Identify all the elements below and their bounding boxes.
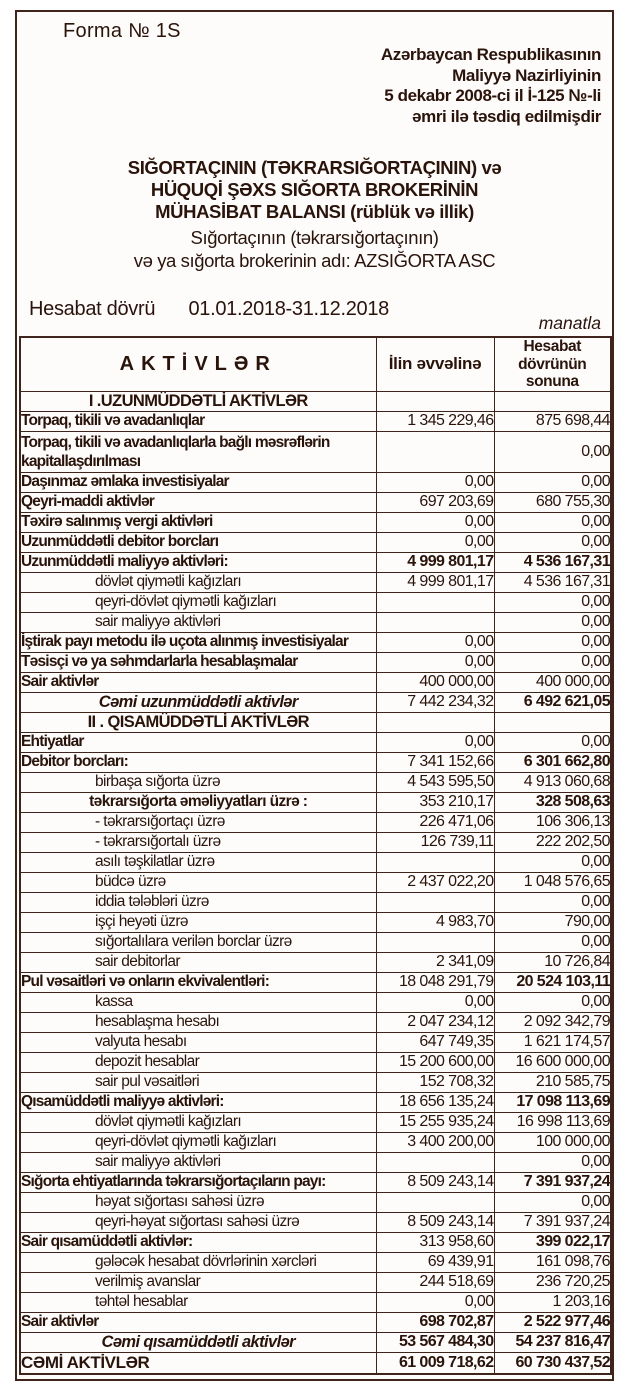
balance-sheet-page: [15, 10, 614, 1381]
row-value-period-end: 4 536 167,31: [494, 572, 611, 592]
row-label: - təkrarsığortaçı üzrə: [20, 812, 376, 832]
row-value-year-start: 2 437 022,20: [376, 872, 494, 892]
row-value-period-end: 0,00: [494, 992, 611, 1012]
row-label: təkrarsığorta əməliyyatları üzrə :: [20, 792, 376, 812]
approval-line: 5 dekabr 2008-ci il İ-125 №-li: [384, 86, 601, 105]
row-value-period-end: 0,00: [494, 932, 611, 952]
row-value-year-start: 7 341 152,66: [376, 752, 494, 772]
column-header-period-end-line: Hesabat: [523, 338, 581, 355]
row-label: Pul vəsaitləri və onların ekvivalentləri:: [20, 972, 376, 992]
title-line: MÜHASİBAT BALANSI (rüblük və illik): [155, 201, 474, 222]
row-label: Sair qısamüddətli aktivlər:: [20, 1232, 376, 1252]
row-value-year-start: 4 999 801,17: [376, 572, 494, 592]
row-value-year-start: 3 400 200,00: [376, 1132, 494, 1152]
row-value-period-end: 106 306,13: [494, 812, 611, 832]
row-value-year-start: 400 000,00: [376, 672, 494, 692]
table-row: [20, 1212, 611, 1232]
table-row: [20, 1072, 611, 1092]
table-row: [20, 532, 611, 552]
table-row: [20, 1252, 611, 1272]
row-value-period-end: 1 621 174,57: [494, 1032, 611, 1052]
row-value-year-start: [376, 431, 494, 472]
row-value-period-end: 4 536 167,31: [494, 552, 611, 572]
row-value-year-start: 15 255 935,24: [376, 1112, 494, 1132]
table-row: [20, 672, 611, 692]
table-row: [20, 772, 611, 792]
row-value-period-end: 10 726,84: [494, 952, 611, 972]
row-value-period-end: 4 913 060,68: [494, 772, 611, 792]
table-row: [20, 652, 611, 672]
row-label: təhtəl hesablar: [20, 1292, 376, 1312]
row-value-year-start: 7 442 234,32: [376, 692, 494, 712]
row-value-period-end: [494, 391, 611, 411]
row-value-year-start: [376, 391, 494, 411]
row-value-year-start: [376, 712, 494, 732]
row-label: işçi heyəti üzrə: [20, 912, 376, 932]
table-row: [20, 1192, 611, 1212]
currency-note: manatla: [538, 313, 601, 333]
row-label: Sığorta ehtiyatlarında təkrarsığortaçıların payı:: [20, 1172, 376, 1192]
table-row: [20, 1012, 611, 1032]
table-row: [20, 832, 611, 852]
row-label: Təxirə salınmış vergi aktivləri: [20, 512, 376, 532]
row-value-period-end: 0,00: [494, 431, 611, 472]
approval-line: Maliyyə Nazirliyinin: [452, 65, 601, 85]
table-row: [20, 492, 611, 512]
row-label: Cəmi qısamüddətli aktivlər: [20, 1332, 376, 1352]
row-label: qeyri-dövlət qiymətli kağızları: [20, 1132, 376, 1152]
row-value-year-start: 1 345 229,46: [376, 411, 494, 431]
row-value-year-start: 698 702,87: [376, 1312, 494, 1332]
subtitle-line: Sığortaçının (təkrarsığortaçının): [190, 227, 439, 248]
reporting-period-label: Hesabat dövrü: [29, 298, 156, 320]
row-value-period-end: 0,00: [494, 592, 611, 612]
row-value-period-end: 17 098 113,69: [494, 1092, 611, 1112]
row-label: birbaşa sığorta üzrə: [20, 772, 376, 792]
row-label: I .UZUNMÜDDƏTLİ AKTİVLƏR: [20, 391, 376, 411]
title-line: HÜQUQİ ŞƏXS SIĞORTA BROKERİNİN: [150, 179, 479, 200]
row-label: sair maliyyə aktivləri: [20, 1152, 376, 1172]
row-label: dövlət qiymətli kağızları: [20, 572, 376, 592]
row-value-period-end: 7 391 937,24: [494, 1212, 611, 1232]
row-value-period-end: 0,00: [494, 632, 611, 652]
table-row: [20, 892, 611, 912]
table-row: [20, 1232, 611, 1252]
row-label: sair maliyyə aktivləri: [20, 612, 376, 632]
row-value-period-end: 7 391 937,24: [494, 1172, 611, 1192]
row-value-year-start: 8 509 243,14: [376, 1172, 494, 1192]
row-value-year-start: 226 471,06: [376, 812, 494, 832]
table-row: [20, 1132, 611, 1152]
row-value-period-end: 100 000,00: [494, 1132, 611, 1152]
row-value-period-end: 236 720,25: [494, 1272, 611, 1292]
row-label: sair pul vəsaitləri: [20, 1072, 376, 1092]
table-row: [20, 612, 611, 632]
table-row: [20, 1352, 611, 1374]
row-value-year-start: 8 509 243,14: [376, 1212, 494, 1232]
approval-line: əmri ilə təsdiq edilmişdir: [412, 106, 601, 126]
column-header-period-end: [494, 337, 611, 391]
row-label: Təsisçi və ya səhmdarlarla hesablaşmalar: [20, 652, 376, 672]
column-header-period-end-line: dövrünün sonuna: [518, 355, 587, 390]
row-label: - təkrarsığortalı üzrə: [20, 832, 376, 852]
row-value-year-start: 647 749,35: [376, 1032, 494, 1052]
row-label: Qısamüddətli maliyyə aktivləri:: [20, 1092, 376, 1112]
row-value-period-end: 210 585,75: [494, 1072, 611, 1092]
table-row: [20, 1172, 611, 1192]
table-row: [20, 592, 611, 612]
row-label: İştirak payı metodu ilə uçota alınmış investisiyalar: [20, 632, 376, 652]
table-row: [20, 1112, 611, 1132]
row-label: həyat sığortası sahəsi üzrə: [20, 1192, 376, 1212]
row-value-year-start: 126 739,11: [376, 832, 494, 852]
row-value-year-start: 53 567 484,30: [376, 1332, 494, 1352]
row-value-year-start: 18 048 291,79: [376, 972, 494, 992]
balance-table-body: [20, 391, 611, 1374]
table-row: [20, 1292, 611, 1312]
row-label: sair debitorlar: [20, 952, 376, 972]
table-row: [20, 992, 611, 1012]
row-label: Daşınmaz əmlaka investisiyalar: [20, 472, 376, 492]
table-row: [20, 792, 611, 812]
reporting-period: [29, 298, 389, 321]
row-value-year-start: 4 999 801,17: [376, 552, 494, 572]
table-row: [20, 472, 611, 492]
row-value-period-end: 6 492 621,05: [494, 692, 611, 712]
title-line: SIĞORTAÇININ (TƏKRARSIĞORTAÇININ) və: [127, 157, 502, 178]
row-label: asılı təşkilatlar üzrə: [20, 852, 376, 872]
row-label: Ehtiyatlar: [20, 732, 376, 752]
row-label: Sair aktivlər: [20, 1312, 376, 1332]
row-value-period-end: 0,00: [494, 892, 611, 912]
row-label: qeyri-həyat sığortası sahəsi üzrə: [20, 1212, 376, 1232]
row-value-year-start: [376, 932, 494, 952]
row-value-year-start: [376, 1152, 494, 1172]
row-value-year-start: 0,00: [376, 652, 494, 672]
row-label: hesablaşma hesabı: [20, 1012, 376, 1032]
row-value-year-start: 353 210,17: [376, 792, 494, 812]
table-row: [20, 872, 611, 892]
row-label: Cəmi uzunmüddətli aktivlər: [20, 692, 376, 712]
row-value-period-end: 680 755,30: [494, 492, 611, 512]
row-value-period-end: 54 237 816,47: [494, 1332, 611, 1352]
column-header-year-start: İlin əvvəlinə: [376, 337, 494, 391]
table-row: [20, 732, 611, 752]
approval-note: [381, 45, 601, 127]
subtitle-line: və ya sığorta brokerinin adı: AZSIĞORTA ASC: [133, 250, 496, 271]
document-title: [17, 157, 612, 223]
row-value-year-start: 61 009 718,62: [376, 1352, 494, 1374]
row-value-period-end: 16 600 000,00: [494, 1052, 611, 1072]
row-value-year-start: 2 047 234,12: [376, 1012, 494, 1032]
row-value-period-end: 0,00: [494, 1152, 611, 1172]
row-value-period-end: 0,00: [494, 652, 611, 672]
row-value-period-end: 0,00: [494, 532, 611, 552]
row-value-period-end: 0,00: [494, 612, 611, 632]
table-row: [20, 912, 611, 932]
row-label: qeyri-dövlət qiymətli kağızları: [20, 592, 376, 612]
row-value-period-end: 2 522 977,46: [494, 1312, 611, 1332]
table-row: [20, 1052, 611, 1072]
row-value-period-end: 2 092 342,79: [494, 1012, 611, 1032]
balance-table: [19, 336, 612, 1375]
row-label: büdcə üzrə: [20, 872, 376, 892]
table-row: [20, 952, 611, 972]
table-row: [20, 1092, 611, 1112]
table-row: [20, 411, 611, 431]
row-value-period-end: 16 998 113,69: [494, 1112, 611, 1132]
row-label: Debitor borcları:: [20, 752, 376, 772]
row-value-year-start: [376, 892, 494, 912]
table-row: [20, 431, 611, 472]
row-value-period-end: 0,00: [494, 852, 611, 872]
insurer-name-subtitle: [17, 226, 612, 272]
table-row: [20, 692, 611, 712]
table-row: [20, 391, 611, 411]
table-row: [20, 712, 611, 732]
row-value-period-end: 161 098,76: [494, 1252, 611, 1272]
table-row: [20, 1152, 611, 1172]
table-row: [20, 632, 611, 652]
row-value-period-end: 1 203,16: [494, 1292, 611, 1312]
row-value-year-start: 152 708,32: [376, 1072, 494, 1092]
table-row: [20, 812, 611, 832]
row-value-year-start: 69 439,91: [376, 1252, 494, 1272]
row-label: Torpaq, tikili və avadanlıqlarla bağlı məsrəflərin kapitallaşdırılması: [20, 431, 376, 472]
row-label: Uzunmüddətli maliyyə aktivləri:: [20, 552, 376, 572]
table-row: [20, 752, 611, 772]
table-row: [20, 552, 611, 572]
row-value-year-start: [376, 612, 494, 632]
table-row: [20, 972, 611, 992]
approval-line: Azərbaycan Respublikasının: [380, 45, 601, 64]
row-value-period-end: 20 524 103,11: [494, 972, 611, 992]
form-number: Forma № 1S: [63, 20, 181, 42]
row-value-year-start: 15 200 600,00: [376, 1052, 494, 1072]
row-value-year-start: 0,00: [376, 632, 494, 652]
row-value-year-start: 4 983,70: [376, 912, 494, 932]
row-value-year-start: 4 543 595,50: [376, 772, 494, 792]
row-value-year-start: 0,00: [376, 472, 494, 492]
row-label: Qeyri-maddi aktivlər: [20, 492, 376, 512]
row-label: sığortalılara verilən borclar üzrə: [20, 932, 376, 952]
row-value-period-end: 6 301 662,80: [494, 752, 611, 772]
row-label: CƏMİ AKTİVLƏR: [20, 1352, 376, 1374]
row-label: verilmiş avanslar: [20, 1272, 376, 1292]
row-value-year-start: 697 203,69: [376, 492, 494, 512]
row-value-period-end: 60 730 437,52: [494, 1352, 611, 1374]
row-value-period-end: 790,00: [494, 912, 611, 932]
row-value-period-end: 0,00: [494, 512, 611, 532]
table-row: [20, 852, 611, 872]
row-value-year-start: 244 518,69: [376, 1272, 494, 1292]
table-row: [20, 512, 611, 532]
table-row: [20, 932, 611, 952]
row-value-year-start: 2 341,09: [376, 952, 494, 972]
row-value-period-end: 400 000,00: [494, 672, 611, 692]
row-value-year-start: 0,00: [376, 532, 494, 552]
row-label: dövlət qiymətli kağızları: [20, 1112, 376, 1132]
row-label: kassa: [20, 992, 376, 1012]
row-value-period-end: 328 508,63: [494, 792, 611, 812]
table-row: [20, 1272, 611, 1292]
table-row: [20, 1032, 611, 1052]
row-value-period-end: 0,00: [494, 732, 611, 752]
column-header-assets: AKTİVLƏR: [20, 337, 376, 391]
row-value-period-end: 0,00: [494, 472, 611, 492]
row-value-period-end: 0,00: [494, 1192, 611, 1212]
reporting-period-value: 01.01.2018-31.12.2018: [188, 298, 390, 320]
row-value-year-start: [376, 852, 494, 872]
header-row: [20, 337, 611, 391]
table-row: [20, 1332, 611, 1352]
balance-table-header: [20, 337, 611, 391]
row-value-year-start: [376, 592, 494, 612]
row-value-year-start: [376, 1192, 494, 1212]
row-value-period-end: 399 022,17: [494, 1232, 611, 1252]
row-label: depozit hesablar: [20, 1052, 376, 1072]
row-value-year-start: 0,00: [376, 1292, 494, 1312]
row-label: Uzunmüddətli debitor borcları: [20, 532, 376, 552]
row-value-year-start: 0,00: [376, 992, 494, 1012]
row-value-period-end: 875 698,44: [494, 411, 611, 431]
row-value-year-start: 0,00: [376, 512, 494, 532]
row-label: Torpaq, tikili və avadanlıqlar: [20, 411, 376, 431]
row-label: gələcək hesabat dövrlərinin xərcləri: [20, 1252, 376, 1272]
row-value-period-end: 1 048 576,65: [494, 872, 611, 892]
row-value-period-end: [494, 712, 611, 732]
row-value-year-start: 313 958,60: [376, 1232, 494, 1252]
row-value-year-start: 0,00: [376, 732, 494, 752]
row-label: II . QISAMÜDDƏTLİ AKTİVLƏR: [20, 712, 376, 732]
row-label: valyuta hesabı: [20, 1032, 376, 1052]
table-row: [20, 1312, 611, 1332]
row-value-year-start: 18 656 135,24: [376, 1092, 494, 1112]
row-label: iddia tələbləri üzrə: [20, 892, 376, 912]
row-label: Sair aktivlər: [20, 672, 376, 692]
table-row: [20, 572, 611, 592]
row-value-period-end: 222 202,50: [494, 832, 611, 852]
